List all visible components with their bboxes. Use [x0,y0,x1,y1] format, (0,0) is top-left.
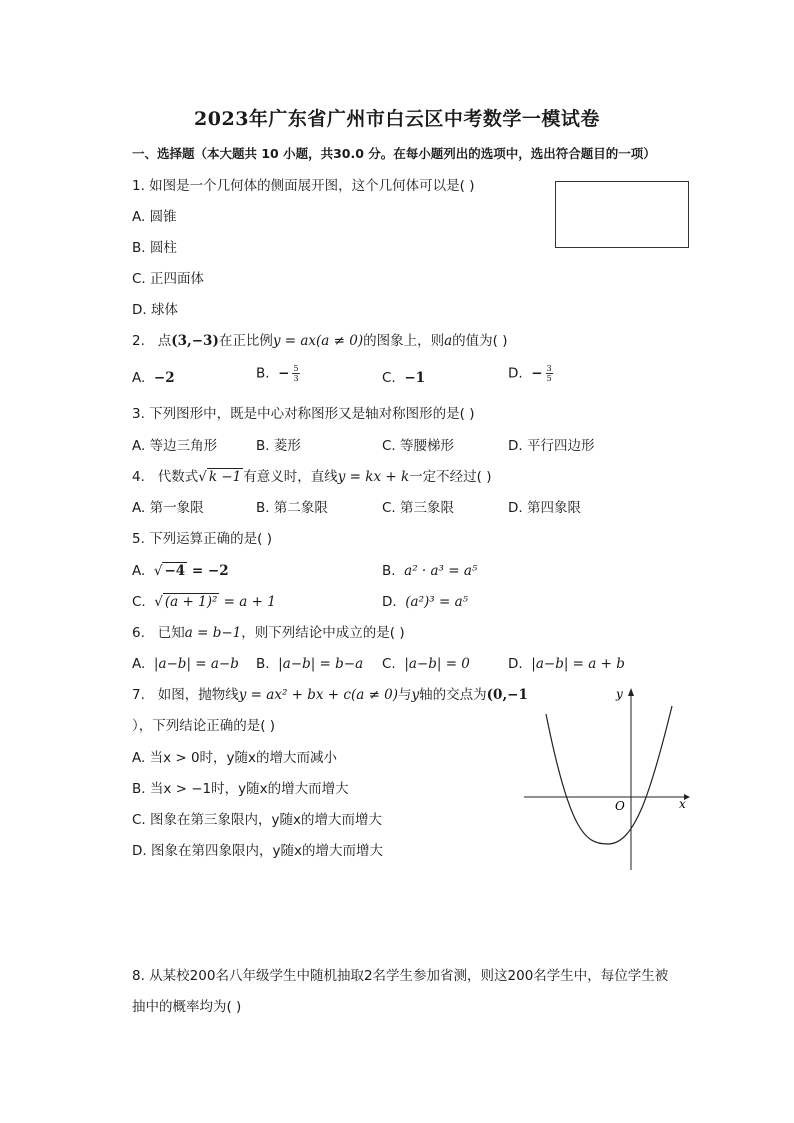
option-expression: |a−b| = b−a [278,656,364,672]
parabola-curve [546,706,672,844]
question-7-option-d: D. 图象在第四象限内，y随x的增大而增大 [132,843,383,859]
question-5-stem: 5. 下列运算正确的是( ) [132,531,272,547]
question-6-condition: a = b−1 [184,625,242,641]
fraction-denominator: 5 [546,374,552,383]
question-5-option-b [382,562,477,580]
option-expression: |a−b| = 0 [404,656,470,672]
question-6-text-pre: 已知 [157,625,185,641]
section-heading: 一、选择题（本大题共 10 小题，共30.0 分。在每小题列出的选项中，选出符合题目的一项） [132,146,656,161]
question-2-text-end: 的值为( ) [452,333,508,349]
question-1-option-a: A. 圆锥 [132,209,177,225]
y-axis-label: y [616,687,623,701]
question-2-text-post: 的图象上，则 [363,333,445,349]
question-4-function: y = kx + k [337,469,410,485]
question-3-option-a: A. 等边三角形 [132,438,218,454]
option-sign: − [278,365,290,382]
question-7-stem [132,686,528,704]
fraction-denominator: 3 [293,374,299,383]
question-3-stem: 3. 下列图形中，既是中心对称图形又是轴对称图形的是( ) [132,406,475,422]
question-2-variable: a [444,333,453,349]
question-2-option-b [256,364,300,383]
option-label: C. [132,594,146,610]
question-1-option-c: C. 正四面体 [132,271,205,287]
option-label: A. [132,656,146,672]
option-fraction [546,364,553,383]
option-expression: |a−b| = a + b [531,656,625,672]
question-2-text-mid: 在正比例 [218,333,273,349]
question-7-y-variable: y [411,687,420,703]
question-5-option-c: C. √ (a + 1)² = a + 1 [132,594,276,610]
question-7-text-mid: 与 [398,687,412,703]
question-3-option-c: C. 等腰梯形 [382,438,455,454]
question-6-text-end: ，则下列结论中成立的是( ) [241,625,405,641]
question-7-point: (0,−1 [486,687,528,703]
question-3-option-d: D. 平行四边形 [508,438,595,454]
option-expression: |a−b| = a−b [153,656,239,672]
question-5-option-d [382,593,468,611]
question-2-text-pre: 点 [157,333,172,349]
option-radicand: (a + 1)² [164,594,218,610]
option-label: B. [256,365,270,382]
fraction-numerator: 5 [293,364,299,373]
question-3-option-b: B. 菱形 [256,438,301,454]
option-label: D. [508,656,523,672]
question-6-number: 6. [132,625,145,641]
question-7-function: y = ax² + bx + c(a ≠ 0) [238,687,399,703]
question-2-number: 2. [132,333,145,349]
question-6-stem [132,624,405,642]
question-4-stem: 4. 代数式√ k −1 有意义时，直线y = kx + k一定不经过( ) [132,469,492,485]
question-2-point: (3,−3) [171,333,219,349]
question-4-text-pre: 代数式 [157,469,199,485]
option-radicand: −4 [164,563,186,579]
option-value: −2 [153,370,175,386]
question-7-text-pre: 如图，抛物线 [157,687,239,703]
question-7-option-b: B. 当x > −1时，y随x的增大而增大 [132,781,349,797]
option-label: A. [132,563,146,579]
unfolded-rectangle-figure [555,181,689,248]
question-2-option-a [132,369,175,387]
question-4-radicand: k −1 [208,469,242,485]
option-sign: − [531,365,543,382]
question-6-option-a [132,655,239,673]
question-4-option-a: A. 第一象限 [132,500,204,516]
question-7-number: 7. [132,687,145,703]
question-8-stem: 8. 从某校200名八年级学生中随机抽取2名学生参加省测，则这200名学生中，每位学生被 [132,968,669,984]
question-2-stem [132,332,507,350]
option-rest: = −2 [187,563,229,579]
question-7-option-a: A. 当x > 0时，y随x的增大而减小 [132,750,338,766]
question-7-text-end: 轴的交点为 [419,687,487,703]
question-1-stem: 1. 如图是一个几何体的侧面展开图，这个几何体可以是( ) [132,178,475,194]
option-value: −1 [404,370,426,386]
question-4-text-mid: 有意义时，直线 [243,469,338,485]
option-label: C. [382,656,396,672]
question-4-option-c: C. 第三象限 [382,500,455,516]
question-2-function: y = ax(a ≠ 0) [272,333,364,349]
option-expression: a² · a³ = a⁵ [404,563,478,579]
option-label: B. [382,563,396,579]
option-label: B. [256,656,270,672]
question-2-option-c [382,369,425,387]
question-1-option-b: B. 圆柱 [132,240,177,256]
question-1-option-d: D. 球体 [132,302,178,318]
option-label: A. [132,370,146,386]
question-4-option-d: D. 第四象限 [508,500,581,516]
question-6-option-d [508,655,625,673]
question-4-number: 4. [132,469,145,485]
fraction-numerator: 3 [546,364,552,373]
x-axis-label: x [679,797,686,811]
option-label: D. [508,365,523,382]
origin-label: O [615,799,625,813]
parabola-graph [524,684,696,874]
question-7-option-c: C. 图象在第三象限内，y随x的增大而增大 [132,812,382,828]
question-5-option-a: A. √ −4 = −2 [132,563,229,579]
question-4-option-b: B. 第二象限 [256,500,328,516]
question-6-option-b [256,655,363,673]
question-4-text-end: 一定不经过( ) [409,469,492,485]
page-title: 2023年广东省广州市白云区中考数学一模试卷 [194,108,600,130]
question-7-stem-line2: ），下列结论正确的是( ) [132,718,276,734]
question-8-stem-line2: 抽中的概率均为( ) [132,999,242,1015]
option-expression: (a²)³ = a⁵ [405,594,469,610]
question-6-option-c [382,655,470,673]
y-axis-arrow-icon [628,688,634,696]
option-rest: = a + 1 [219,594,276,610]
option-label: D. [382,594,397,610]
option-fraction [292,364,299,383]
question-2-option-d [508,364,553,383]
option-label: C. [382,370,396,386]
